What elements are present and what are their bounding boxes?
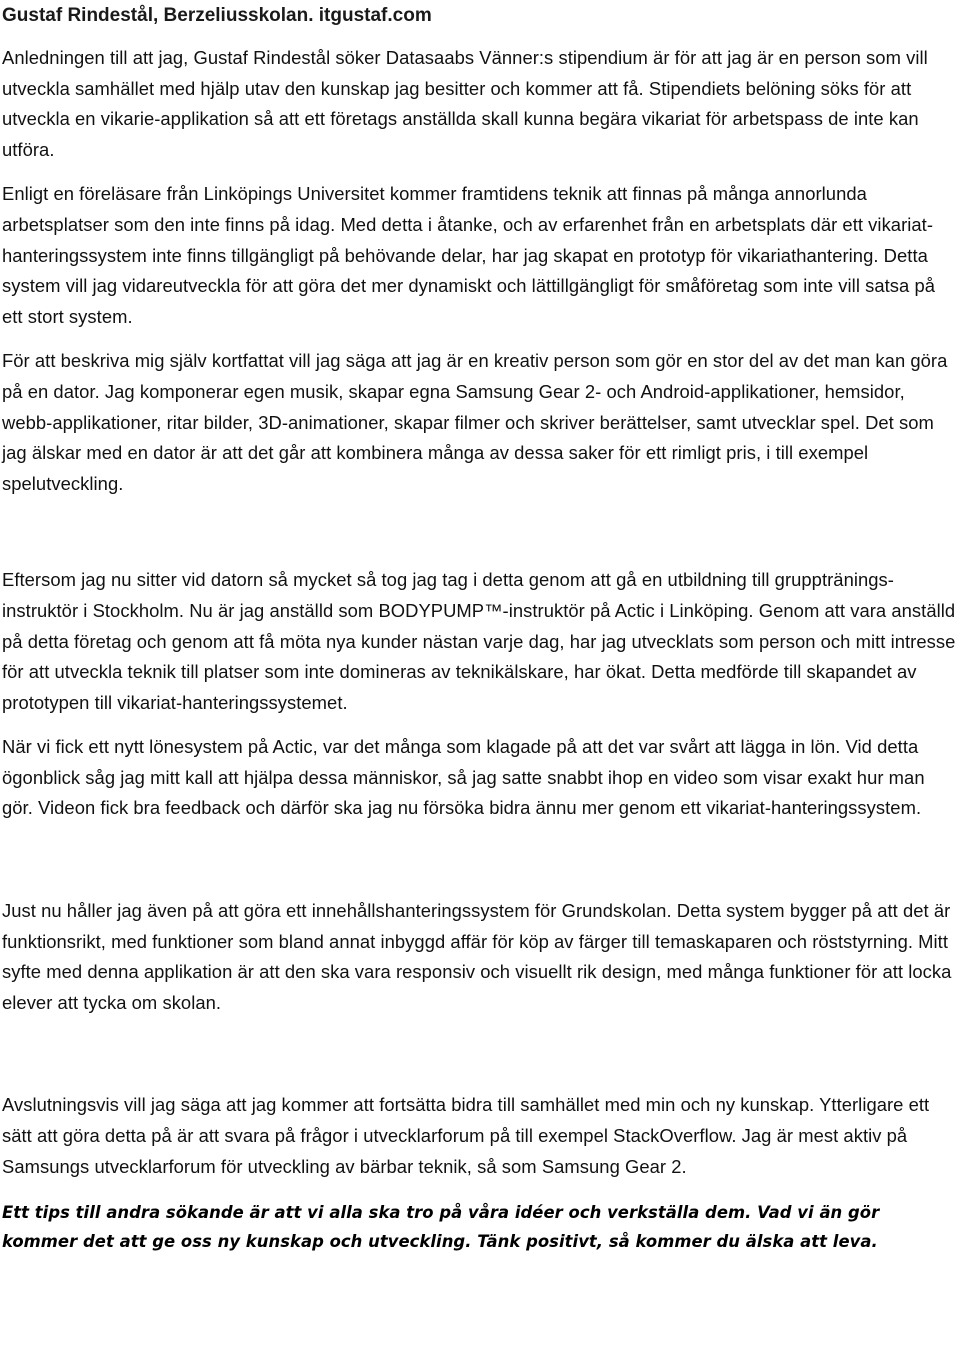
spacer [2,499,958,565]
paragraph-intro: Anledningen till att jag, Gustaf Rindestål söker Datasaabs Vänner:s stipendium är för att jag är en person som vill utveckla samhället med hjälp utav den kunskap jag besitter och kommer att få. Stipendiets belöning söks för att utveckla en vikarie-applikation så att ett företags anställda skall kunna begära vikariat för arbetspass de inte kan utföra. [2,47,928,160]
paragraph-lonesystem: När vi fick ett nytt lönesystem på Actic, var det många som klagade på att det var svårt att lägga in lön. Vid detta ögonblick såg jag mitt kall att hjälpa dessa människor, så jag satte snabbt ihop en video som visar exakt hur man gör. Videon fick bra feedback och därför ska jag nu försöka bidra ännu mer genom ett vikariat-hanteringssystem. [2,736,925,819]
spacer [2,1018,958,1090]
spacer [2,31,958,43]
closing-tip: Ett tips till andra sökande är att vi alla ska tro på våra idéer och verkställa dem. Vad vi än gör kommer det att ge oss ny kunskap och utveckling. Tänk positivt, så kommer du älska att leva. [2,1203,880,1252]
document-page [2,0,958,1256]
paragraph-bodypump: Eftersom jag nu sitter vid datorn så mycket så tog jag tag i detta genom att gå en utbildning till grupptränings-instruktör i Stockholm. Nu är jag anställd som BODYPUMP™-instruktör på Actic i Linköping. Genom att vara anställd på detta företag och genom att få möta nya kunder nästan varje dag, har jag utvecklats som person och mitt intresse för att utveckla teknik till platser som inte domineras av teknikälskare, har ökat. Detta medförde till skapandet av prototypen till vikariat-hanteringssystemet. [2,569,956,713]
spacer [2,718,958,732]
paragraph-conclusion: Avslutningsvis vill jag säga att jag kommer att fortsätta bidra till samhället med min och ny kunskap. Ytterligare ett sätt att göra detta på är att svara på frågor i utvecklarforum på till exempel StackOverflow. Jag är mest aktiv på Samsungs utvecklarforum för utveckling av bärbar teknik, så som Samsung Gear 2. [2,1094,930,1177]
document-title: Gustaf Rindestål, Berzeliusskolan. itgustaf.com [2,5,432,26]
paragraph-cms: Just nu håller jag även på att göra ett innehållshanteringssystem för Grundskolan. Detta system bygger på att det är funktionsrikt, med funktioner som bland annat inbyggd affär för köp av färger till temaskaparen och röststyrning. Mitt syfte med denna applikation är att den ska vara responsiv och visuellt rik design, med många funktioner för att locka elever att tycka om skolan. [2,900,952,1013]
spacer [2,824,958,896]
spacer [2,332,958,346]
spacer [2,1182,958,1198]
paragraph-about-me: För att beskriva mig själv kortfattat vill jag säga att jag är en kreativ person som gör en stor del av det man kan göra på en dator. Jag komponerar egen musik, skapar egna Samsung Gear 2- och Android-applikationer, hemsidor, webb-applikationer, ritar bilder, 3D-animationer, skapar filmer och skriver berättelser, samt utvecklar spel. Det som jag älskar med en dator är att det går att kombinera många av dessa saker för ett rimligt pris, i till exempel spelutveckling. [2,350,948,494]
spacer [2,165,958,179]
paragraph-linkoping: Enligt en föreläsare från Linköpings Universitet kommer framtidens teknik att finnas på många annorlunda arbetsplatser som den inte finns på idag. Med detta i åtanke, och av erfarenhet från en arbetsplats där ett vikariat-hanteringssystem inte finns tillgängligt på behövande delar, har jag skapat en prototyp för vikariathantering. Detta system vill jag vidareutveckla för att göra det mer dynamiskt och lättillgängligt för småföretag som inte vill satsa på ett stort system. [2,183,936,327]
